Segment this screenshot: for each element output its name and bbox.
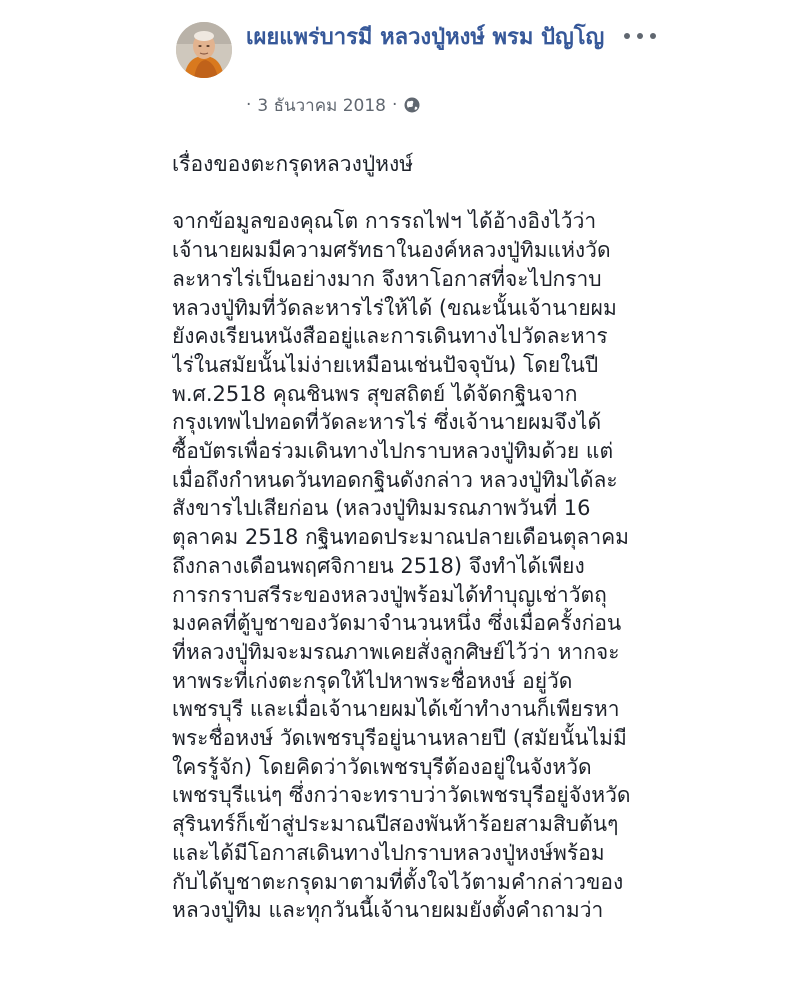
post-text-line: ตุลาคม 2518 กฐินทอดประมาณปลายเดือนตุลาคม bbox=[172, 525, 630, 550]
post-text-line: ซื้อบัตรเพื่อร่วมเดินทางไปกราบหลวงปู่ทิมด้วย แต่ bbox=[172, 439, 614, 464]
page-name-link[interactable]: เผยแพร่บารมี หลวงปู่หงษ์ พรม ปัญโญ bbox=[246, 25, 605, 50]
post-text-line: เมื่อถึงกำหนดวันทอดกฐินดังกล่าว หลวงปู่ทิมได้ละ bbox=[172, 467, 618, 492]
post-text-line: ไร่ในสมัยนั้นไม่ง่ายเหมือนเช่นปัจจุบัน) โดยในปี bbox=[172, 352, 599, 377]
post-title: เรื่องของตะกรุดหลวงปู่หงษ์ bbox=[172, 152, 414, 176]
post-text-line: การกราบสรีระของหลวงปู่พร้อมได้ทำบุญเช่าวัตถุ bbox=[172, 582, 607, 607]
post-text-line: หลวงปู่ทิม และทุกวันนี้เจ้านายผมยังตั้งคำถามว่า bbox=[172, 898, 604, 923]
meta-separator: · bbox=[246, 95, 252, 115]
post-text-line: มงคลที่ตู้บูชาของวัดมาจำนวนหนึ่ง ซึ่งเมื่อครั้งก่อน bbox=[172, 611, 622, 636]
post-text-line: หลวงปู่ทิมที่วัดละหารไร่ให้ได้ (ขณะนั้นเจ้านายผม bbox=[172, 295, 617, 320]
post-text-line: สังขารไปเสียก่อน (หลวงปู่ทิมมรณภาพวันที่ 16 bbox=[172, 496, 591, 521]
post-text-line: ที่หลวงปู่ทิมจะมรณภาพเคยสั่งลูกศิษย์ไว้ว่า หากจะ bbox=[172, 639, 620, 664]
more-options-icon bbox=[624, 33, 630, 39]
meta-separator: · bbox=[391, 95, 398, 115]
post-text-line: พ.ศ.2518 คุณชินพร สุขสถิตย์ ได้จัดกฐินจาก bbox=[172, 381, 578, 406]
monk-portrait-image bbox=[176, 22, 232, 78]
post-text-line: เพชรบุรี และเมื่อเจ้านายผมได้เข้าทำงานก็เพียรหา bbox=[172, 697, 620, 722]
post-timestamp[interactable]: 3 ธันวาคม 2018 bbox=[257, 95, 386, 116]
more-options-button[interactable] bbox=[624, 24, 656, 48]
post-text-line: เพชรบุรีแน่ๆ ซึ่งกว่าจะทราบว่าวัดเพชรบุรีอยู่จังหวัด bbox=[172, 783, 631, 808]
post-text-line: สุรินทร์ก็เข้าสู่ประมาณปีสองพันห้าร้อยสามสิบต้นๆ bbox=[172, 812, 619, 837]
post-text-line: กับได้บูชาตะกรุดมาตามที่ตั้งใจไว้ตามคำกล่าวของ bbox=[172, 869, 624, 894]
post-text-line: และได้มีโอกาสเดินทางไปกราบหลวงปู่หงษ์พร้อม bbox=[172, 840, 605, 865]
more-options-icon bbox=[637, 33, 643, 39]
post-text-line: จากข้อมูลของคุณโต การรถไฟฯ ได้อ้างอิงไว้ว่า bbox=[172, 209, 597, 234]
post-text-line: ยังคงเรียนหนังสืออยู่และการเดินทางไปวัดละหาร bbox=[172, 324, 608, 349]
post-text-line: ใครรู้จัก) โดยคิดว่าวัดเพชรบุรีต้องอยู่ในจังหวัด bbox=[172, 754, 592, 779]
globe-icon[interactable] bbox=[403, 96, 421, 114]
post-text-line: หาพระที่เก่งตะกรุดให้ไปหาพระชื่อหงษ์ อยู่วัด bbox=[172, 668, 573, 693]
post-text-line: ถึงกลางเดือนพฤศจิกายน 2518) จึงทำได้เพียง bbox=[172, 553, 585, 578]
post-text-line: พระชื่อหงษ์ วัดเพชรบุรีอยู่นานหลายปี (สมัยนั้นไม่มี bbox=[172, 726, 627, 751]
more-options-icon bbox=[650, 33, 656, 39]
post-text-line: เจ้านายผมมีความศรัทธาในองค์หลวงปู่ทิมแห่งวัด bbox=[172, 238, 611, 263]
post-text-line: ละหารไร่เป็นอย่างมาก จึงหาโอกาสที่จะไปกราบ bbox=[172, 266, 602, 291]
post-text-line: กรุงเทพไปทอดที่วัดละหารไร่ ซึ่งเจ้านายผมจึงได้ bbox=[172, 410, 602, 435]
page-avatar[interactable] bbox=[176, 22, 232, 78]
post-body bbox=[172, 150, 692, 950]
post-meta bbox=[246, 94, 421, 116]
